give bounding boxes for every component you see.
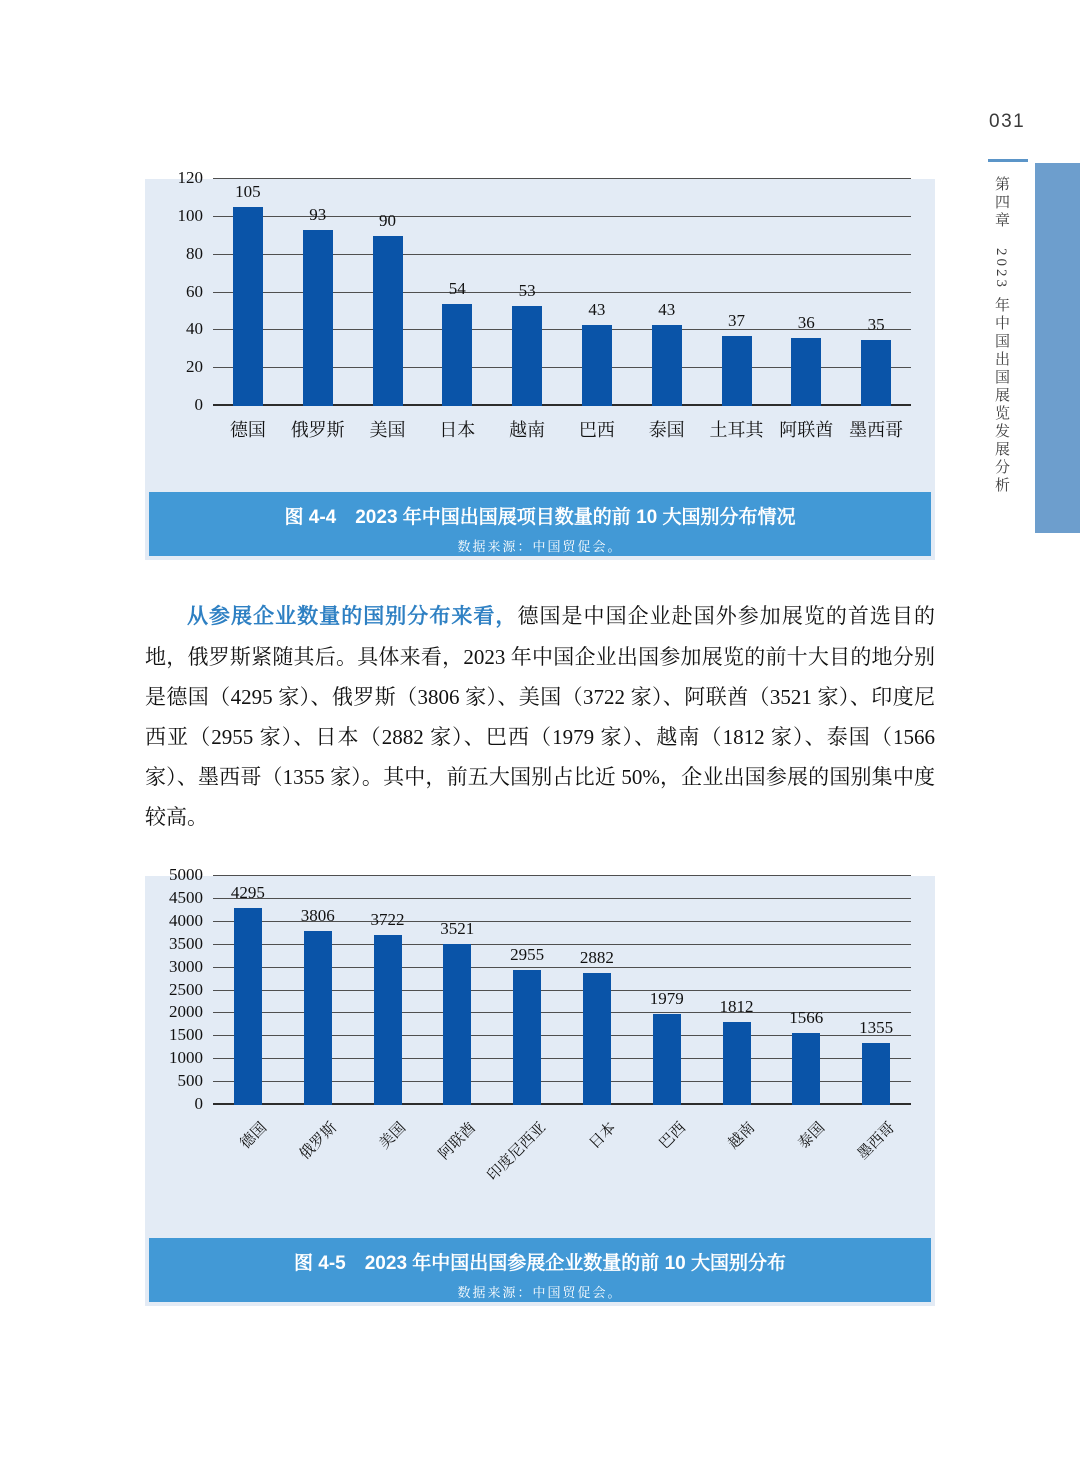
bar-德国 (233, 207, 263, 406)
x-axis-category-label: 阿联酋 (779, 420, 834, 440)
y-axis-tick-label: 100 (177, 205, 203, 225)
bar-value-label: 36 (797, 312, 815, 332)
bar-value-label: 90 (379, 210, 396, 230)
x-axis-category-label: 日本 (439, 420, 476, 440)
y-axis-tick-label: 120 (177, 168, 203, 187)
bar-越南 (512, 306, 542, 406)
x-axis-category-label: 越南 (509, 420, 546, 440)
bar-日本 (583, 973, 611, 1105)
bar-value-label: 2955 (510, 944, 545, 964)
bar-美国 (373, 236, 403, 406)
figure-4-4-bar-chart (177, 168, 911, 440)
figure-4-4-caption-band (149, 492, 931, 556)
figure-4-5-caption-band (149, 1238, 931, 1302)
paragraph-lead: 从参展企业数量的国别分布来看， (187, 605, 518, 628)
y-axis-tick-label: 1500 (169, 1025, 203, 1045)
x-axis-category-label: 美国 (369, 420, 406, 440)
y-axis-tick-label: 2000 (169, 1002, 203, 1022)
x-axis-category-label: 阿联酋 (436, 1119, 480, 1163)
bar-巴西 (653, 1014, 681, 1105)
y-axis-tick-label: 4000 (169, 910, 203, 930)
bar-俄罗斯 (303, 230, 333, 406)
y-axis-tick-label: 1000 (169, 1048, 203, 1068)
bar-墨西哥 (862, 1043, 890, 1105)
bar-value-label: 43 (658, 299, 676, 319)
x-axis-category-label: 泰国 (648, 420, 685, 440)
bar-泰国 (652, 325, 682, 406)
bar-巴西 (582, 325, 612, 406)
x-axis-category-label: 泰国 (795, 1119, 829, 1153)
bar-value-label: 1812 (719, 997, 754, 1017)
bar-value-label: 2882 (579, 948, 614, 968)
bar-阿联酋 (443, 944, 471, 1105)
bar-阿联酋 (791, 338, 821, 406)
figure-4-4-caption: 图 4-4 2023 年中国出国展项目数量的前 10 大国别分布情况 (284, 507, 796, 528)
bar-value-label: 37 (728, 311, 745, 331)
figure-4-5-source: 数据来源：中国贸促会。 (457, 1285, 623, 1300)
x-axis-category-label: 日本 (586, 1119, 620, 1153)
bar-美国 (374, 935, 402, 1105)
y-axis-tick-label: 500 (177, 1071, 203, 1091)
y-axis-tick-label: 0 (194, 395, 203, 414)
bar-value-label: 1355 (859, 1017, 894, 1037)
page-number-rule (988, 159, 1028, 162)
x-axis-category-label: 俄罗斯 (290, 420, 345, 440)
gridline (213, 178, 911, 179)
bar-value-label: 35 (867, 314, 885, 334)
sidebar-decoration-band (1035, 163, 1080, 533)
bar-value-label: 105 (235, 182, 261, 202)
y-axis-tick-label: 4500 (169, 887, 203, 907)
bar-value-label: 43 (588, 299, 606, 319)
x-axis-category-label: 巴西 (656, 1119, 689, 1153)
paragraph-body: 德国是中国企业赴国外参加展览的首选目的地，俄罗斯紧随其后。具体来看，2023 年中国企业出国参加展览的前十大目的地分别是德国（4295 家）、俄罗斯（3806 家）、美国（3722 家）、阿联酋（3521 家）、印度尼西亚（2955 家）、日本（2882 家）、巴西（1979 家）、越南（1812 家）、泰国（1566 家）、墨西哥（1355 家）。其中，前五大国别占比近 50%，企业出国参展的国别集中度较高。 (145, 604, 935, 829)
bar-泰国 (792, 1033, 820, 1105)
bar-value-label: 3806 (300, 905, 335, 925)
figure-4-4-panel (145, 168, 935, 560)
y-axis-tick-label: 3000 (169, 956, 203, 976)
bar-value-label: 1566 (789, 1008, 824, 1028)
y-axis-tick-label: 40 (186, 319, 203, 339)
x-axis-category-label: 墨西哥 (855, 1119, 899, 1163)
bar-value-label: 3521 (440, 918, 475, 938)
page-number: 031 (989, 111, 1026, 132)
x-axis-category-label: 土耳其 (709, 420, 764, 440)
figure-4-5-bar-chart (169, 865, 911, 1185)
y-axis-tick-label: 3500 (169, 933, 203, 953)
bar-土耳其 (722, 336, 752, 406)
bar-墨西哥 (861, 340, 891, 406)
figure-4-5-caption: 图 4-5 2023 年中国出国参展企业数量的前 10 大国别分布 (294, 1253, 786, 1274)
bar-日本 (442, 304, 472, 406)
x-axis-category-label: 印度尼西亚 (484, 1119, 550, 1185)
bar-印度尼西亚 (513, 970, 541, 1105)
bar-德国 (234, 908, 262, 1105)
y-axis-tick-label: 0 (194, 1094, 203, 1113)
y-axis-tick-label: 2500 (169, 979, 203, 999)
y-axis-tick-label: 80 (186, 243, 203, 263)
bar-value-label: 93 (309, 205, 327, 225)
x-axis-category-label: 巴西 (578, 420, 615, 440)
bar-越南 (723, 1022, 751, 1105)
gridline (213, 875, 911, 876)
y-axis-tick-label: 5000 (169, 865, 203, 884)
bar-value-label: 1979 (649, 989, 684, 1009)
y-axis-tick-label: 60 (186, 281, 203, 301)
x-axis-category-label: 越南 (726, 1119, 759, 1153)
chapter-vertical-title: 第四章 2023 年中国出国展览发展分析 (993, 176, 1009, 495)
bar-value-label: 53 (518, 280, 536, 300)
x-axis-category-label: 俄罗斯 (296, 1119, 340, 1163)
x-axis-category-label: 德国 (229, 420, 266, 440)
y-axis-tick-label: 20 (186, 357, 203, 377)
body-paragraph (145, 596, 935, 837)
x-axis-category-label: 美国 (377, 1119, 410, 1153)
figure-4-4-source: 数据来源：中国贸促会。 (457, 539, 623, 554)
x-axis-category-label: 德国 (237, 1119, 271, 1153)
gridline (213, 898, 911, 899)
figure-4-5-panel (145, 865, 935, 1306)
bar-value-label: 4295 (230, 883, 265, 903)
x-axis-category-label: 墨西哥 (849, 420, 904, 440)
bar-value-label: 3722 (370, 909, 405, 929)
bar-俄罗斯 (304, 931, 332, 1105)
bar-value-label: 54 (448, 278, 466, 298)
